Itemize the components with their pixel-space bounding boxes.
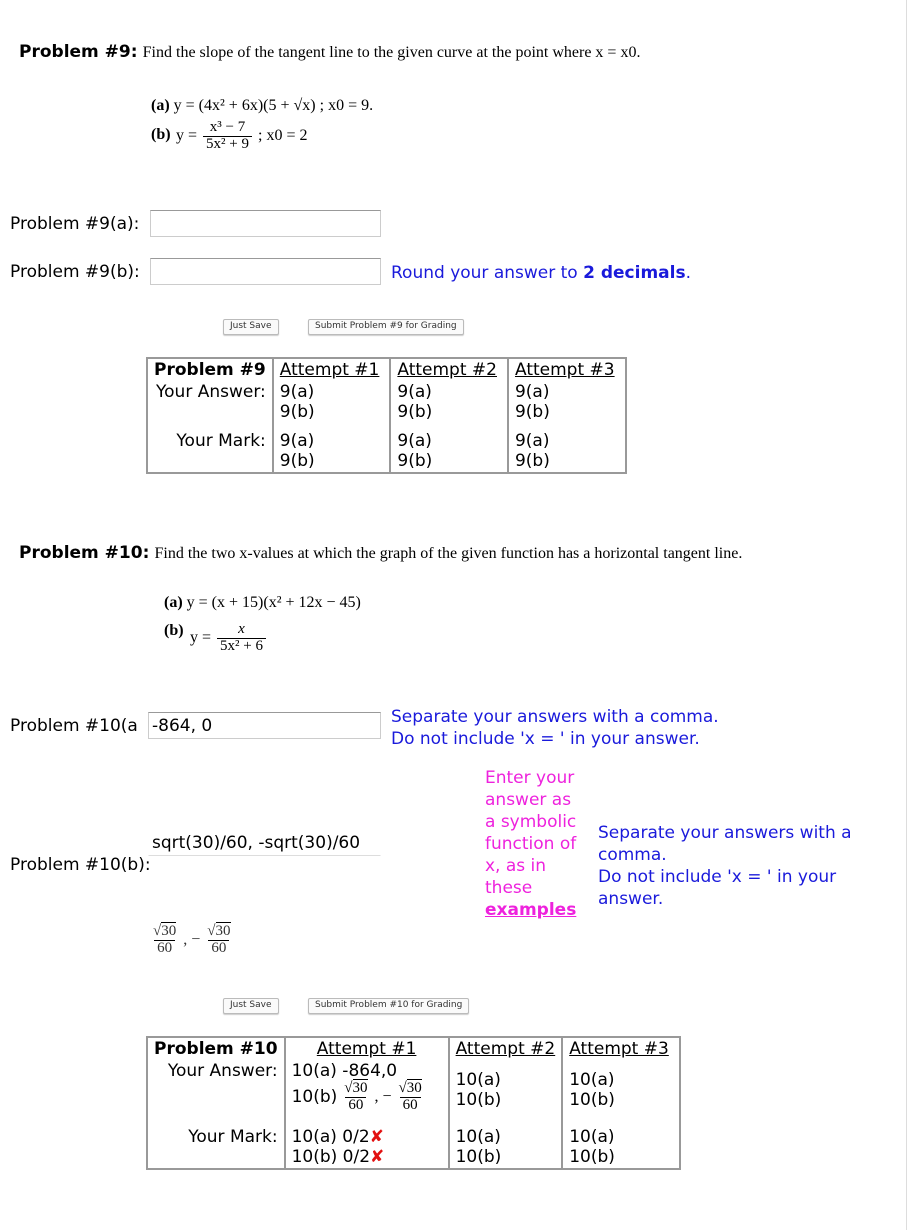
problem-10-title: Problem #10: [19, 543, 150, 563]
answer-b: 9(b) [514, 402, 550, 422]
just-save-button-9[interactable]: Just Save [223, 319, 279, 335]
attempt-2-mark [390, 423, 508, 473]
note-line-2: Do not include 'x = ' in your answer. [391, 729, 700, 749]
problem-10a-label: Problem #10(a [10, 716, 138, 736]
answer-fraction-1: $\frac{√30}{60}$ [344, 1080, 368, 1113]
problem-9a-label: Problem #9(a): [10, 214, 140, 234]
problem-10b-label: Problem #10(b): [10, 855, 151, 875]
preview-fraction-2 [204, 924, 233, 957]
answer-fraction-2: $\frac{√30}{60}$ [398, 1080, 422, 1113]
problem-10a-input[interactable]: -864, 0 [148, 712, 381, 739]
mark-b: 9(b) [279, 451, 315, 471]
part-a-label: (a) [164, 594, 183, 611]
answer-a: 9(a) [397, 382, 432, 402]
attempt-1-answer [273, 381, 391, 423]
attempt-1-header[interactable]: Attempt #1 [285, 1037, 449, 1060]
answer-a: 9(a) [279, 382, 315, 402]
comma: , − [183, 931, 201, 949]
mark-b: 9(b) [514, 451, 550, 471]
attempt-1-header[interactable]: Attempt #1 [273, 358, 391, 381]
symbolic-line-1: Enter your [485, 768, 575, 788]
examples-link[interactable]: examples [485, 900, 577, 920]
problem-9-part-b-expression [176, 120, 307, 153]
answer-a: 10(a) [455, 1070, 501, 1090]
table-header: Problem #9 [154, 360, 266, 380]
attempt-3-header[interactable]: Attempt #3 [508, 358, 626, 381]
preview-numerator: √30 [153, 923, 177, 939]
note-line-3: Do not include 'x = ' in your [598, 867, 837, 887]
radicand: 30 [161, 923, 177, 939]
comma: , − [374, 1088, 392, 1106]
answer-b: 9(b) [397, 402, 433, 422]
mark-a: 10(a) [455, 1126, 501, 1147]
attempt-2-header[interactable]: Attempt #2 [449, 1037, 563, 1060]
answer-a: 10(a) [569, 1070, 615, 1090]
answer-a: 9(a) [514, 382, 550, 402]
note-line-1: Separate your answers with a [598, 823, 852, 843]
problem-9b-label: Problem #9(b): [10, 262, 140, 282]
part-b-label: (b) [151, 126, 171, 143]
preview-fraction-1 [150, 924, 179, 957]
preview-denominator: 60 [208, 940, 229, 957]
part-a-label: (a) [151, 97, 170, 114]
problem-10b-input[interactable]: sqrt(30)/60, -sqrt(30)/60 [148, 829, 381, 856]
part-b-fraction [217, 622, 266, 655]
radicand: 30 [406, 1080, 422, 1096]
attempt-2-answer [449, 1060, 563, 1115]
symbolic-line-4: function of [485, 834, 577, 854]
symbolic-line-3: a symbolic [485, 812, 577, 832]
attempt-2-answer [390, 381, 508, 423]
fraction-denominator: 5x² + 6 [217, 638, 266, 655]
part-a-expression: y = (4x² + 6x)(5 + √x) ; x0 = 9. [173, 97, 374, 114]
problem-10a-note [391, 706, 719, 750]
part-b-label: (b) [164, 622, 184, 639]
mark-b [292, 1147, 442, 1167]
round-note-suffix: . [685, 263, 691, 283]
problem-9-header [19, 42, 640, 62]
incorrect-x-icon: ✘ [369, 1126, 384, 1147]
your-answer-label: Your Answer: [156, 382, 266, 402]
radicand: 30 [215, 923, 231, 939]
denominator: 60 [345, 1097, 366, 1114]
mark-a: 10(a) [569, 1126, 615, 1147]
mark-b: 10(b) [569, 1146, 615, 1167]
problem-9-part-b [151, 126, 171, 144]
attempt-2-header[interactable]: Attempt #2 [390, 358, 508, 381]
round-note [391, 263, 691, 283]
fraction-numerator: x [238, 621, 245, 637]
problem-9-part-a [151, 97, 373, 115]
just-save-button-10[interactable]: Just Save [223, 998, 279, 1014]
answer-b: 10(b) [455, 1090, 502, 1110]
part-b-fraction [203, 120, 252, 153]
part-b-y: y = [190, 629, 212, 647]
your-mark-label: Your Mark: [188, 1126, 278, 1147]
fraction-numerator: x³ − 7 [209, 119, 246, 135]
note-line-2: comma. [598, 845, 667, 865]
table-header: Problem #10 [154, 1039, 278, 1059]
fraction-denominator: 5x² + 9 [203, 136, 252, 153]
symbolic-line-6: these [485, 878, 533, 898]
problem-9-title: Problem #9: [19, 42, 138, 62]
denominator: 60 [400, 1097, 421, 1114]
answer-b [292, 1081, 442, 1114]
problem-9-attempts-table [146, 357, 627, 474]
attempt-1-mark [285, 1115, 449, 1169]
answer-b-prefix: 10(b) [291, 1087, 338, 1108]
symbolic-line-5: x, as in [485, 856, 547, 876]
mark-a [292, 1127, 442, 1147]
round-note-prefix: Round your answer to [391, 263, 584, 283]
problem-10b-preview [150, 924, 234, 957]
attempt-3-answer [562, 1060, 680, 1115]
submit-problem-9-button[interactable]: Submit Problem #9 for Grading [308, 319, 464, 335]
attempt-3-header[interactable]: Attempt #3 [562, 1037, 680, 1060]
attempt-2-mark [449, 1115, 563, 1169]
problem-10-part-a [164, 594, 361, 612]
symbolic-line-2: answer as [485, 790, 572, 810]
incorrect-x-icon: ✘ [370, 1146, 385, 1167]
mark-a: 9(a) [279, 431, 315, 451]
problem-10-part-b-expression [190, 622, 266, 655]
problem-9-description: Find the slope of the tangent line to the given curve at the point where x = x0. [142, 44, 641, 61]
problem-9b-input[interactable] [150, 258, 381, 285]
radicand: 30 [352, 1080, 368, 1096]
answer-b: 10(b) [569, 1090, 615, 1110]
part-b-tail: ; x0 = 2 [258, 127, 308, 145]
preview-numerator: √30 [207, 923, 231, 939]
mark-b: 10(b) [455, 1146, 502, 1167]
attempt-3-answer [508, 381, 626, 423]
preview-denominator: 60 [154, 940, 175, 957]
symbolic-note [485, 767, 576, 921]
problem-10-header [19, 543, 742, 563]
your-mark-label: Your Mark: [176, 431, 266, 451]
answer-b: 9(b) [279, 402, 315, 422]
submit-problem-10-button[interactable]: Submit Problem #10 for Grading [308, 998, 469, 1014]
answer-a: 10(a) -864,0 [291, 1061, 398, 1081]
attempt-3-mark [508, 423, 626, 473]
part-b-y: y = [176, 127, 198, 145]
mark-b: 9(b) [397, 451, 433, 471]
your-answer-label: Your Answer: [167, 1061, 278, 1081]
round-note-bold: 2 decimals [583, 263, 686, 283]
attempt-3-mark [562, 1115, 680, 1169]
problem-10b-note [598, 822, 852, 910]
part-a-expression: y = (x + 15)(x² + 12x − 45) [186, 594, 361, 611]
attempt-1-answer [285, 1060, 449, 1115]
attempt-1-mark [273, 423, 391, 473]
problem-10-description: Find the two x-values at which the graph of the given function has a horizontal tangent line. [154, 545, 743, 562]
problem-10-part-b [164, 622, 184, 640]
mark-a: 9(a) [397, 431, 432, 451]
mark-b-text: 10(b) 0/2 [291, 1146, 371, 1167]
problem-10-attempts-table [146, 1036, 681, 1170]
mark-a: 9(a) [514, 431, 550, 451]
note-line-1: Separate your answers with a comma. [391, 707, 719, 727]
mark-a-text: 10(a) 0/2 [291, 1126, 370, 1147]
problem-9a-input[interactable] [150, 210, 381, 237]
note-line-4: answer. [598, 889, 664, 909]
